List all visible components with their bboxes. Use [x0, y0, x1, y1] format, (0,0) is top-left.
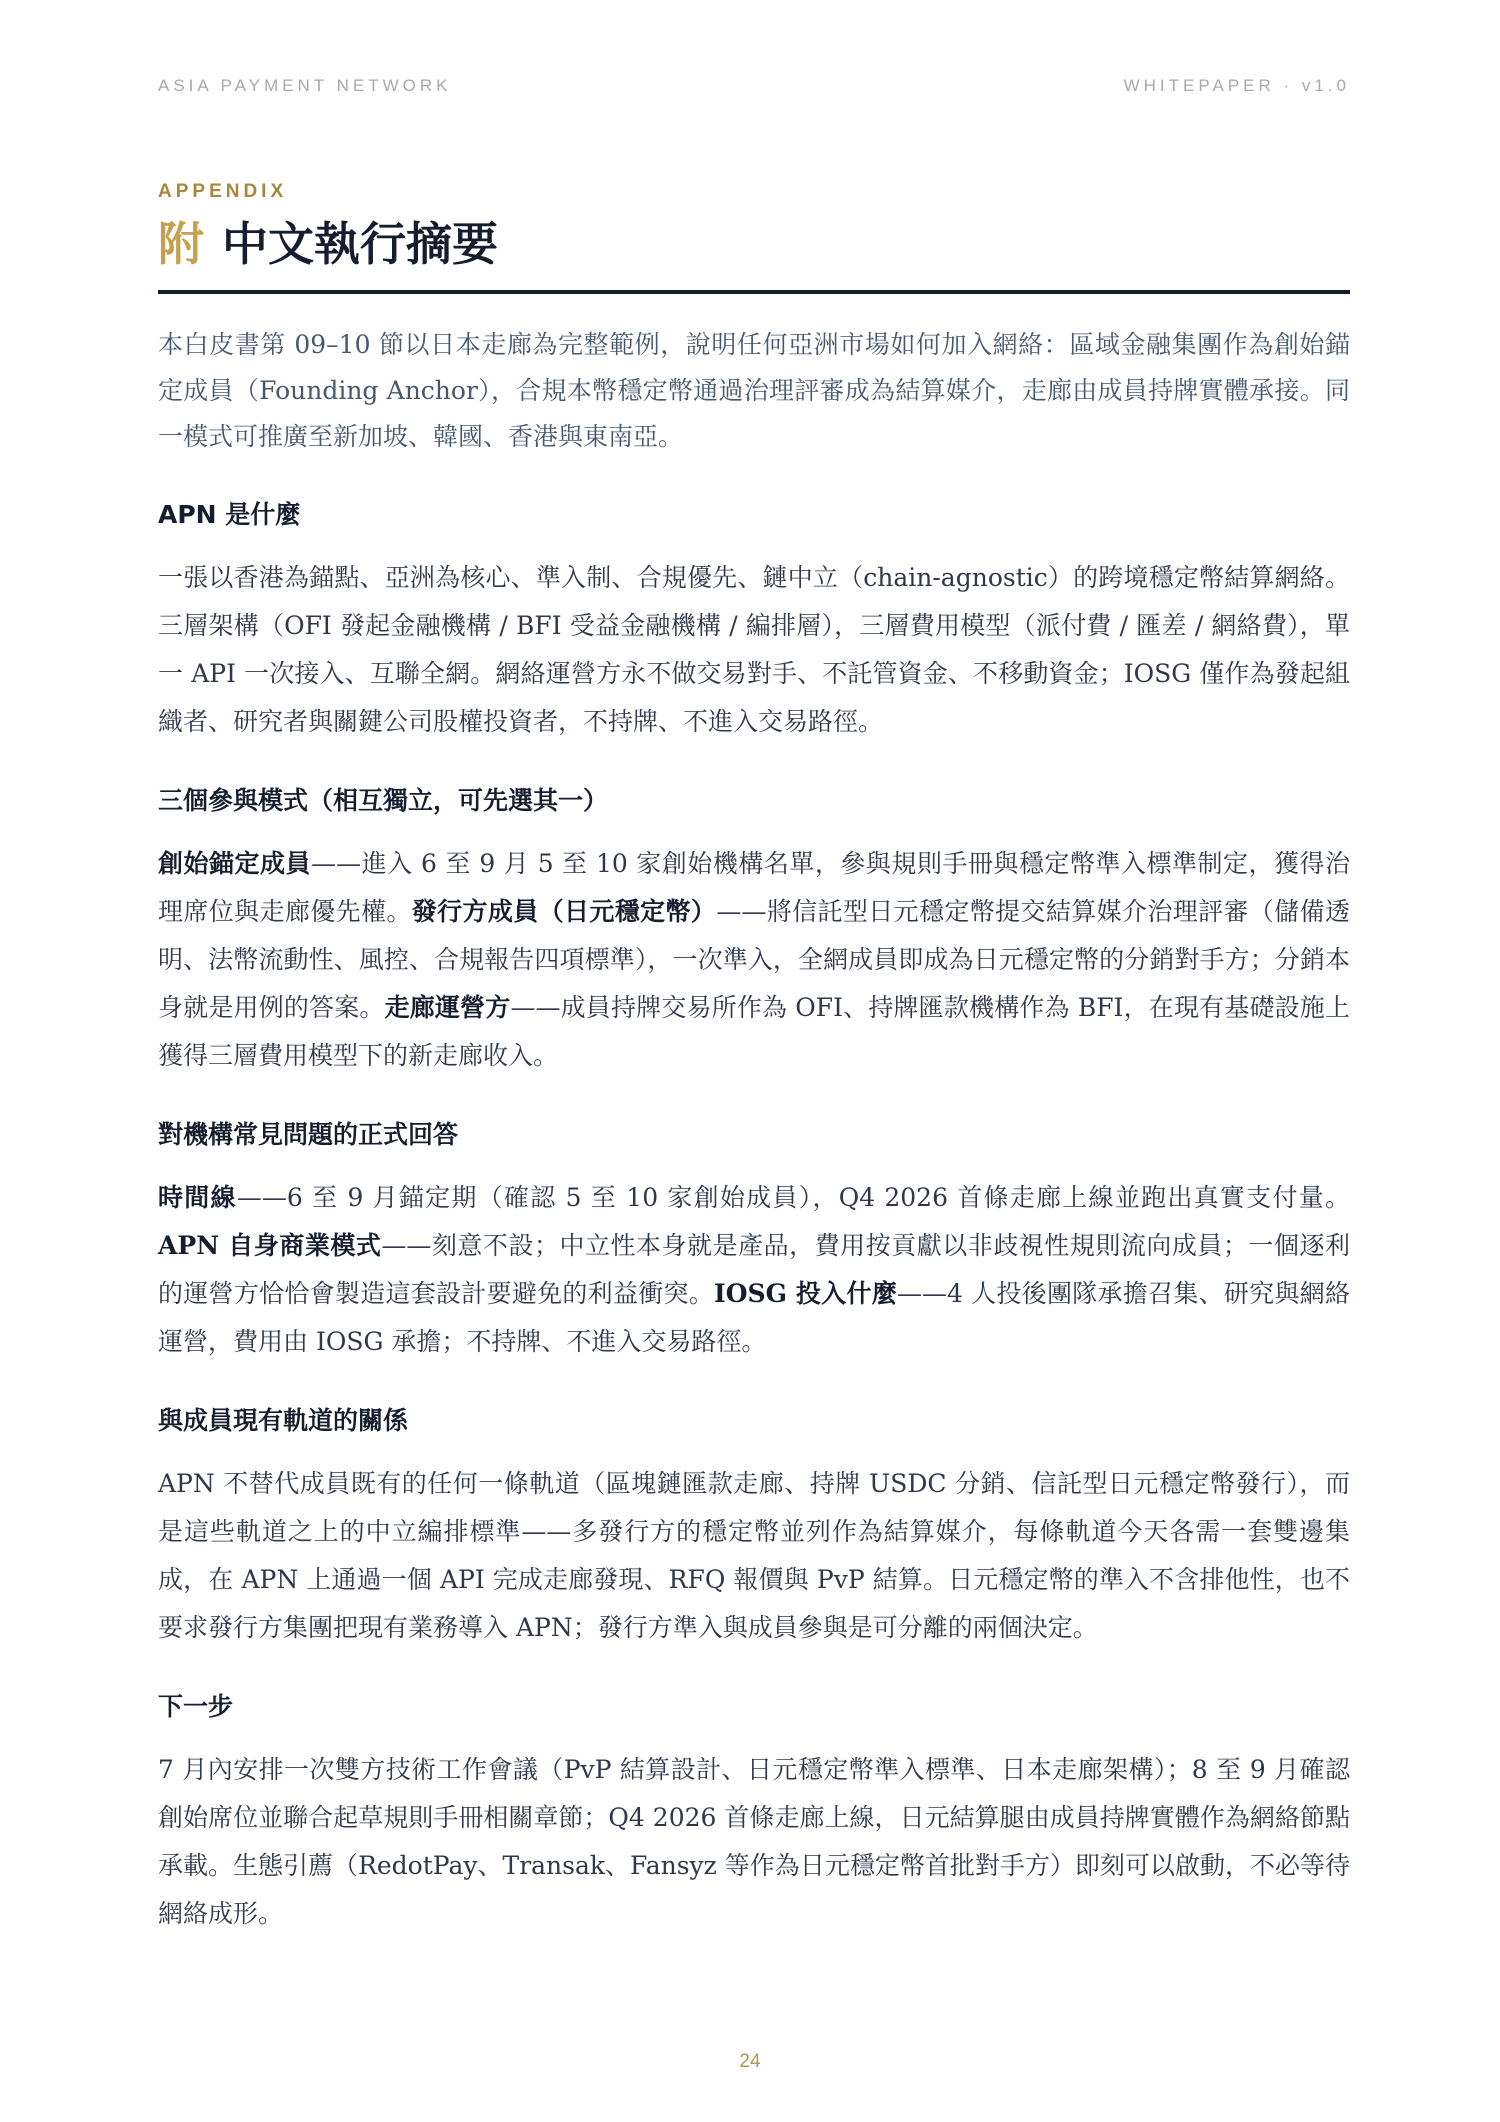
section-paragraph-participation-modes [158, 840, 1350, 1080]
title-divider [158, 290, 1350, 294]
section-paragraph-faq [158, 1174, 1350, 1366]
intro-paragraph: 本白皮書第 09–10 節以日本走廊為完整範例，說明任何亞洲市場如何加入網絡：區域金融集團作為創始錨定成員（Founding Anchor），合規本幣穩定幣通過治理評審成為結算媒介，走廊由成員持牌實體承接。同一模式可推廣至新加坡、韓國、香港與東南亞。 [158, 330, 1350, 451]
mode-founding-anchor-label: 創始錨定成員 [158, 849, 312, 878]
faq-timeline-label: 時間線 [158, 1183, 237, 1212]
faq-iosg-contribution-text: ——4 人投後團隊承擔召集、研究與網絡運營，費用由 IOSG 承擔；不持牌、不進入交易路徑。 [158, 1279, 1350, 1356]
title-mark: 附 [158, 217, 204, 271]
section-kicker: APPENDIX [158, 181, 288, 202]
section-heading-what-is-apn: APN 是什麼 [158, 500, 301, 529]
faq-business-model-text: ——刻意不設；中立性本身就是產品，費用按貢獻以非歧視性規則流向成員；一個逐利的運營方恰恰會製造這套設計要避免的利益衝突。 [158, 1231, 1350, 1308]
running-header [158, 76, 1350, 96]
section-heading-participation-modes: 三個參與模式（相互獨立，可先選其一） [158, 786, 609, 815]
section-paragraph-existing-rails: APN 不替代成員既有的任何一條軌道（區塊鏈匯款走廊、持牌 USDC 分銷、信託型日元穩定幣發行），而是這些軌道之上的中立編排標準——多發行方的穩定幣並列作為結算媒介，每條軌道今天各需一套雙邊集成，在 APN 上通過一個 API 完成走廊發現、RFQ 報價與 PvP 結算。日元穩定幣的準入不含排他性，也不要求發行方集團把現有業務導入 APN；發行方準入與成員參與是可分離的兩個決定。 [158, 1469, 1350, 1642]
faq-timeline-text: ——6 至 9 月錨定期（確認 5 至 10 家創始成員），Q4 2026 首條走廊上線並跑出真實支付量。 [236, 1183, 1350, 1212]
title-text: 中文執行摘要 [222, 217, 498, 271]
section-paragraph-what-is-apn: 一張以香港為錨點、亞洲為核心、準入制、合規優先、鏈中立（chain-agnostic）的跨境穩定幣結算網絡。三層架構（OFI 發起金融機構 / BFI 受益金融機構 / 編排層），三層費用模型（派付費 / 匯差 / 網絡費），單一 API 一次接入、互聯全網。網絡運營方永不做交易對手、不託管資金、不移動資金；IOSG 僅作為發起組織者、研究者與關鍵公司股權投資者，不持牌、不進入交易路徑。 [158, 563, 1350, 736]
header-publisher: ASIA PAYMENT NETWORK [158, 76, 452, 95]
summary-body [158, 322, 1350, 1938]
mode-corridor-operator-label: 走廊運營方 [384, 993, 511, 1022]
mode-issuer-member-text: ——將信託型日元穩定幣提交結算媒介治理評審（儲備透明、法幣流動性、風控、合規報告四項標準），一次準入，全網成員即成為日元穩定幣的分銷對手方；分銷本身就是用例的答案。 [158, 897, 1350, 1022]
page-title [158, 214, 498, 274]
header-document-version: WHITEPAPER · v1.0 [1123, 76, 1350, 95]
mode-founding-anchor-text: ——進入 6 至 9 月 5 至 10 家創始機構名單，參與規則手冊與穩定幣準入標準制定，獲得治理席位與走廊優先權。 [158, 849, 1350, 926]
section-heading-next-steps: 下一步 [158, 1692, 234, 1721]
mode-issuer-member-label: 發行方成員（日元穩定幣） [411, 897, 717, 926]
page-number: 24 [739, 2051, 761, 2072]
section-heading-faq: 對機構常見問題的正式回答 [158, 1120, 459, 1149]
faq-business-model-label: APN 自身商業模式 [158, 1231, 382, 1260]
faq-iosg-contribution-label: IOSG 投入什麼 [714, 1279, 897, 1308]
section-paragraph-next-steps: 7 月內安排一次雙方技術工作會議（PvP 結算設計、日元穩定幣準入標準、日本走廊架構）；8 至 9 月確認創始席位並聯合起草規則手冊相關章節；Q4 2026 首條走廊上線，日元結算腿由成員持牌實體作為網絡節點承載。生態引薦（RedotPay、Transak、Fansyz 等作為日元穩定幣首批對手方）即刻可以啟動，不必等待網絡成形。 [158, 1755, 1350, 1928]
section-heading-existing-rails: 與成員現有軌道的關係 [158, 1406, 409, 1435]
mode-corridor-operator-text: ——成員持牌交易所作為 OFI、持牌匯款機構作為 BFI，在現有基礎設施上獲得三層費用模型下的新走廊收入。 [158, 993, 1350, 1070]
